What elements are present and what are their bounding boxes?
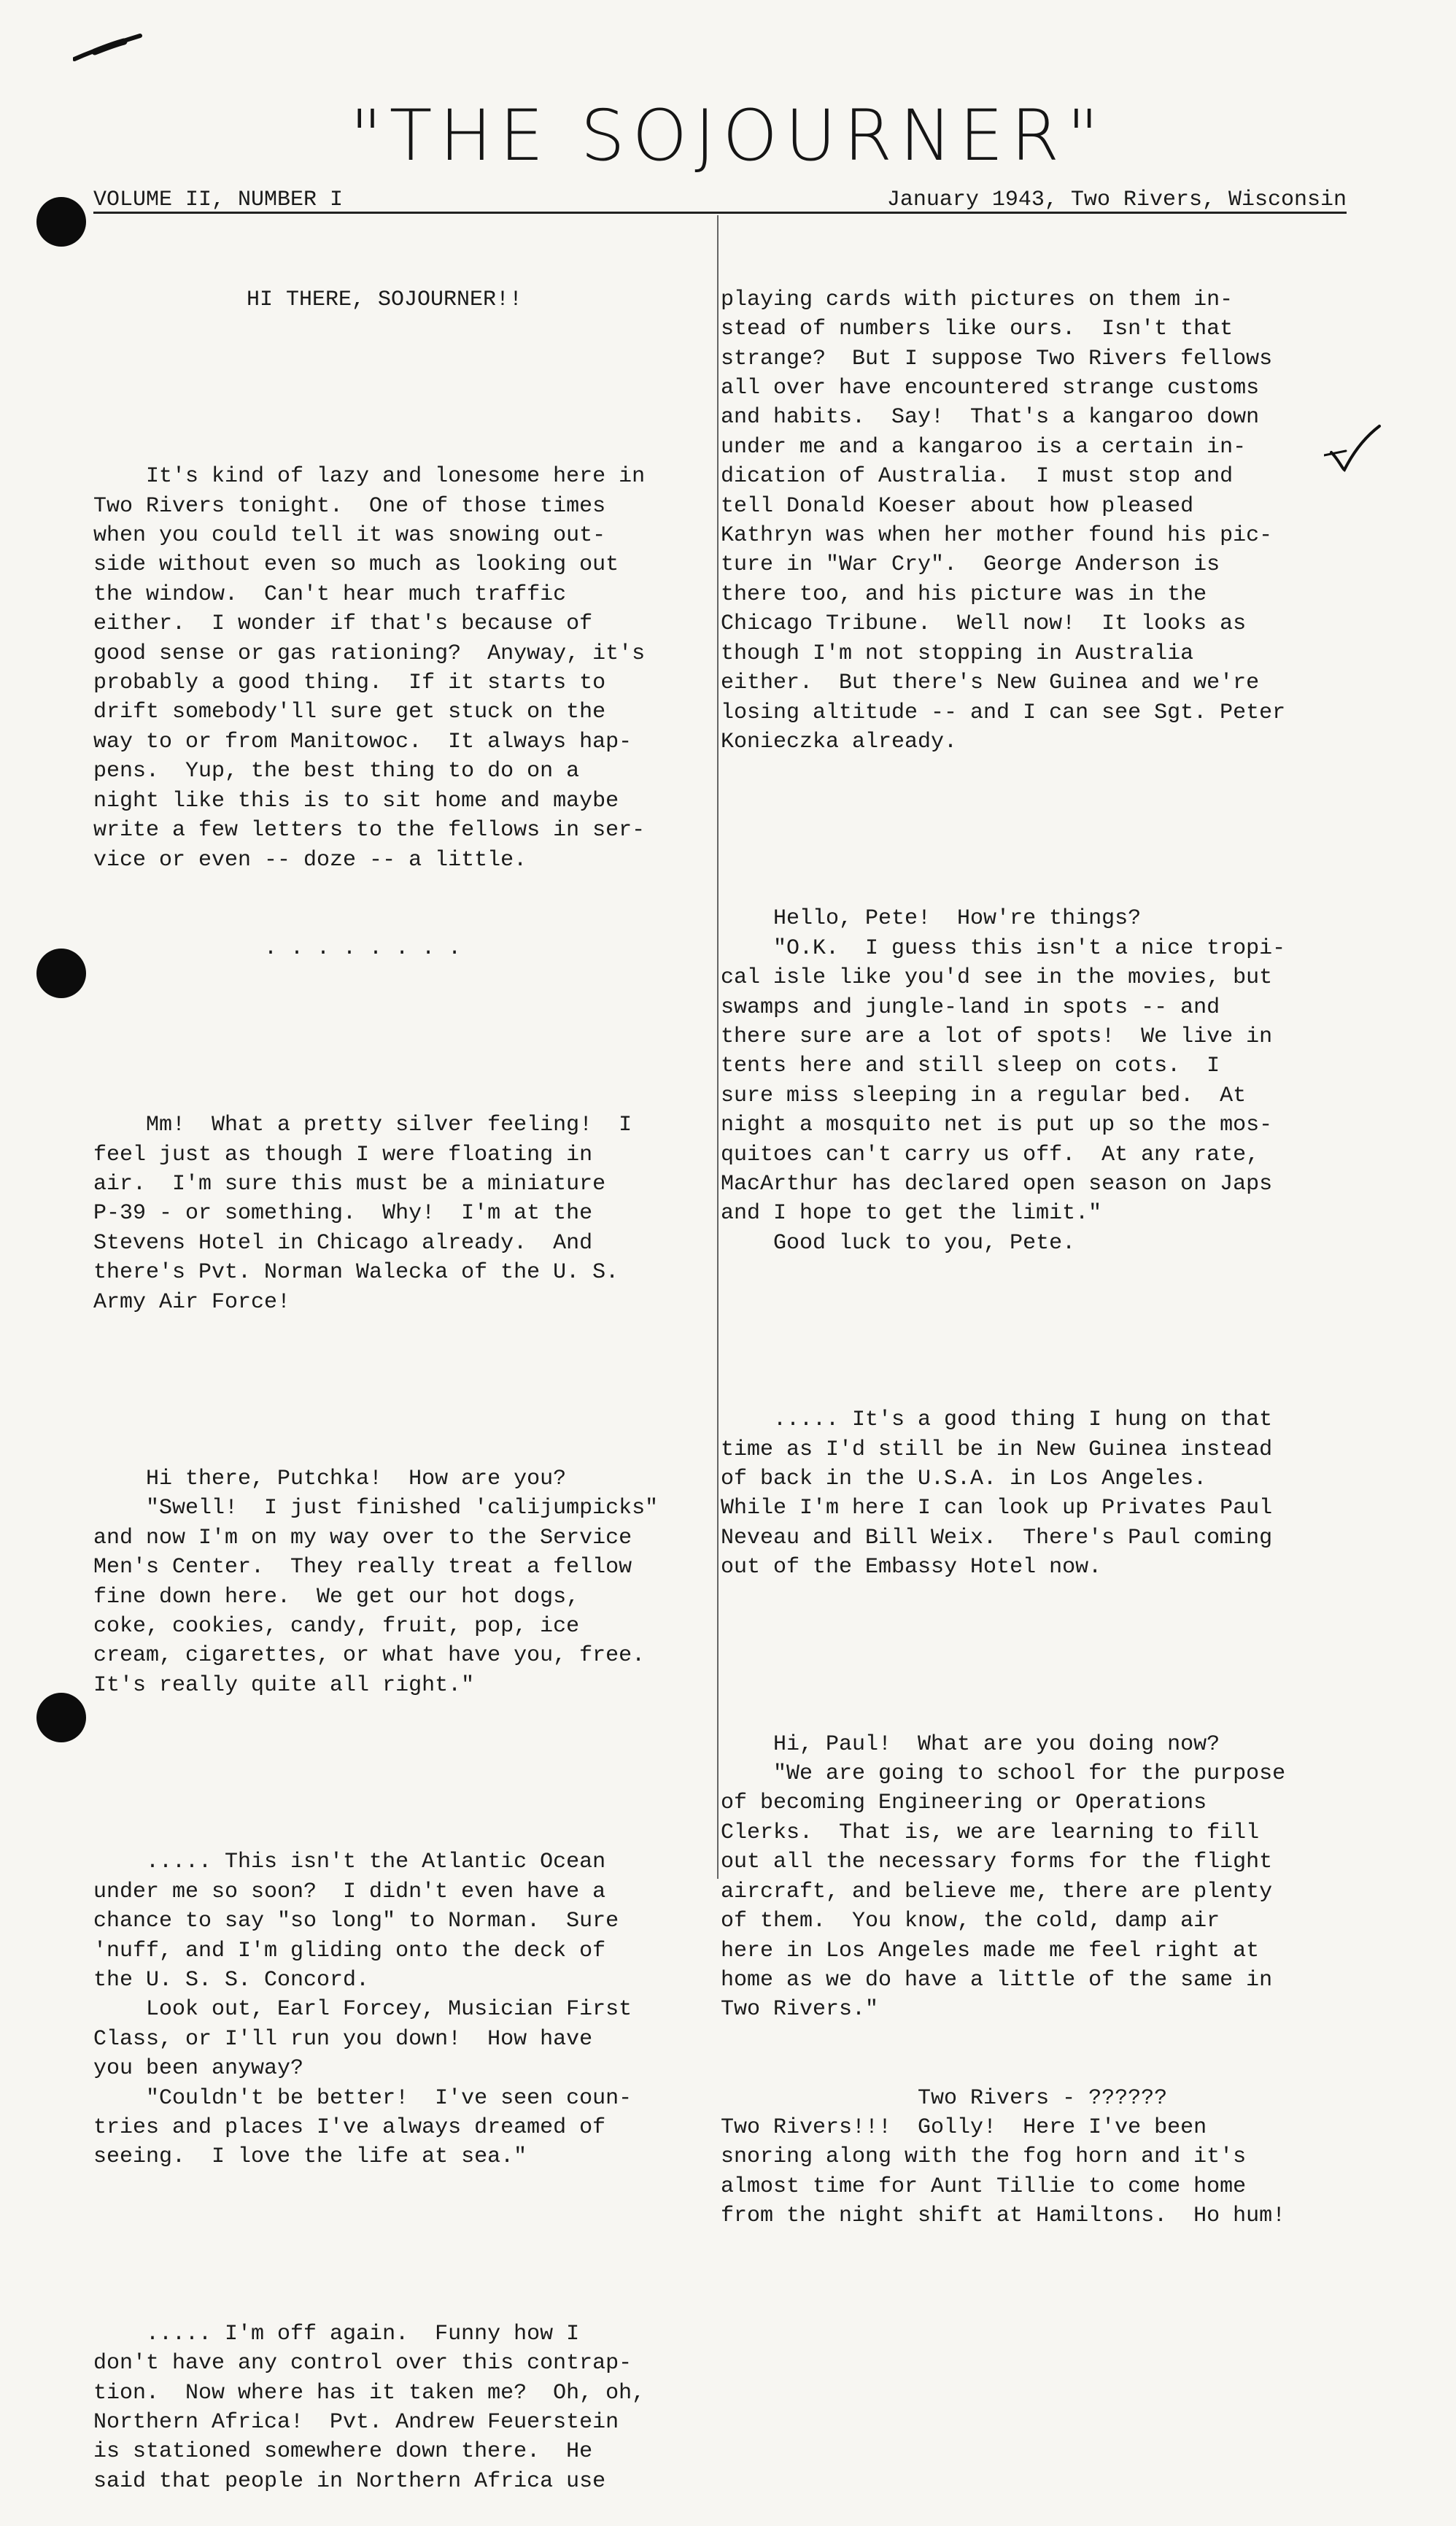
- column-divider: [717, 215, 719, 1879]
- paragraph: Two Rivers - ?????? Two Rivers!!! Golly! Here I've been snoring along with the fog horn and it's almost time for Aunt Tillie to come home from the night shift at Hamiltons. Ho hum!: [721, 2085, 1286, 2229]
- paragraph: Hi, Paul! What are you doing now? "We are going to school for the purpose of becoming Engineering or Operations Clerks. That is, we are learning to fill out all the necessary forms for the flight aircraft, and believe me, there are plenty of them. You know, the cold, damp air here in Los Angeles made me feel right at home as we do have a little of the same in Two Rivers.": [721, 1731, 1286, 2023]
- dot-separator: . . . . . . . .: [93, 935, 462, 961]
- paragraph: ..... I'm off again. Funny how I don't have any control over this contrap- tion. Now where has it taken me? Oh, oh, Northern Africa! Pvt. Andrew Feuerstein is stationed somewhere down there. He said that people in Northern Africa use: [93, 2321, 646, 2494]
- volume-number: VOLUME II, NUMBER I: [93, 188, 344, 212]
- paragraph: ..... It's a good thing I hung on that time as I'd still be in New Guinea instead of back in the U.S.A. in Los Angeles. While I'm here I can look up Privates Paul Neveau and Bill Weix. There's Paul coming out of the Embassy Hotel now.: [721, 1407, 1273, 1580]
- binder-hole-middle: [36, 949, 86, 998]
- binder-hole-top: [36, 197, 86, 247]
- ink-scribble: [73, 33, 142, 62]
- section-title: HI THERE, SOJOURNER!!: [247, 287, 523, 312]
- dateline: January 1943, Two Rivers, Wisconsin: [886, 188, 1347, 212]
- binder-hole-bottom: [36, 1693, 86, 1742]
- paragraph: Hi there, Putchka! How are you? "Swell! I just finished 'calijumpicks" and now I'm on my way over to the Service Men's Center. They really treat a fellow fine down here. We get our hot dogs, coke, cookies, candy, fruit, pop, ice cream, cigarettes, or what have you, free. It's really quite all right.": [93, 1467, 659, 1698]
- masthead-title: "THE SOJOURNER": [349, 95, 1107, 177]
- paragraph: It's kind of lazy and lonesome here in Two Rivers tonight. One of those times when you could tell it was snowing out- side without even so much as looking out the window. Can't hear much traffic either. I wonder if that's because of good sense or gas rationing? Anyway, it's probably a good thing. If it starts to drift somebody'll sure get stuck on the way to or from Manitowoc. It always hap- pens. Yup, the best thing to do on a night like this is to sit home and maybe write a few letters to the fellows in ser- vice or even -- doze -- a little.: [93, 464, 646, 873]
- right-column: [721, 226, 1363, 2260]
- paragraph: Mm! What a pretty silver feeling! I feel just as though I were floating in air. I'm sure this must be a miniature P-39 - or something. Why! I'm at the Stevens Hotel in Chicago already. And there's Pvt. Norman Walecka of the U. S. Army Air Force!: [93, 1113, 632, 1315]
- paragraph: ..... This isn't the Atlantic Ocean under me so soon? I didn't even have a chance to say "so long" to Norman. Sure 'nuff, and I'm gliding onto the deck of the U. S. S. Concord. Look out, Earl Forcey, Musician First Class, or I'll run you down! How have you been anyway? "Couldn't be better! I've seen coun- tries and places I've always dreamed of seeing. I love the life at sea.": [93, 1850, 632, 2170]
- paragraph: playing cards with pictures on them in- stead of numbers like ours. Isn't that strange? But I suppose Two Rivers fellows all over have encountered strange customs and habits. Say! That's a kangaroo down under me and a kangaroo is a certain in- dication of Australia. I must stop and tell Donald Koeser about how pleased Kathryn was when her mother found his pic- ture in "War Cry". George Anderson is there too, and his picture was in the Chicago Tribune. Well now! It looks as though I'm not stopping in Australia either. But there's New Guinea and we're losing altitude -- and I can see Sgt. Peter Konieczka already.: [721, 287, 1286, 754]
- issue-info-row: [93, 188, 1347, 214]
- paragraph: Hello, Pete! How're things? "O.K. I guess this isn't a nice tropi- cal isle like you'd see in the movies, but swamps and jungle-land in spots -- and there sure are a lot of spots! We live in tents here and still sleep on cots. I sure miss sleeping in a regular bed. At night a mosquito net is put up so the mos- quitoes can't carry us off. At any rate, MacArthur has declared open season on Japs and I hope to get the limit." Good luck to you, Pete.: [721, 906, 1286, 1256]
- left-column: [93, 226, 710, 2526]
